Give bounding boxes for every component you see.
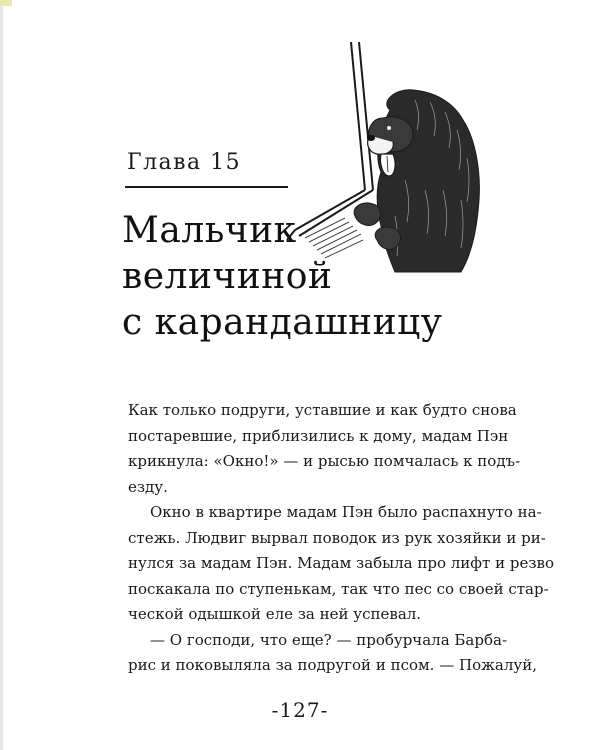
chapter-title-line: Мальчик [122, 210, 297, 251]
text-line: ческой одышкой еле за ней успевал. [128, 605, 422, 623]
page-edge [0, 0, 3, 750]
paragraph [128, 500, 554, 628]
text-line: постаревшие, приблизились к дому, мадам Пэн [128, 426, 509, 445]
text-line: нулся за мадам Пэн. Мадам забыла про лифт и резво [128, 554, 554, 572]
body-text [128, 398, 554, 679]
corner-mark [0, 0, 12, 6]
text-line: крикнула: «Окно!» — и рысью помчалась к подъ- [128, 452, 521, 470]
text-line: — О господи, что еще? — пробурчала Барба- [150, 630, 508, 649]
text-line: поскакала по ступенькам, так что пес со своей стар- [128, 579, 549, 598]
text-line: езду. [128, 477, 168, 496]
chapter-label: Глава 15 [127, 150, 242, 175]
paragraph [128, 398, 521, 500]
chapter-title [122, 208, 443, 346]
paragraph [128, 628, 537, 679]
chapter-title-line: с карандашницу [122, 302, 443, 343]
chapter-rule [125, 186, 288, 188]
text-line: стежь. Людвиг вырвал поводок из рук хозяйки и ри- [128, 528, 546, 547]
chapter-title-line: величиной [122, 256, 333, 297]
text-line: рис и поковыляла за подругой и псом. — Пожалуй, [128, 656, 537, 674]
page-number: -127- [271, 698, 329, 722]
text-line: Окно в квартире мадам Пэн было распахнуто на- [150, 503, 542, 521]
text-line: Как только подруги, уставшие и как будто снова [128, 401, 517, 419]
